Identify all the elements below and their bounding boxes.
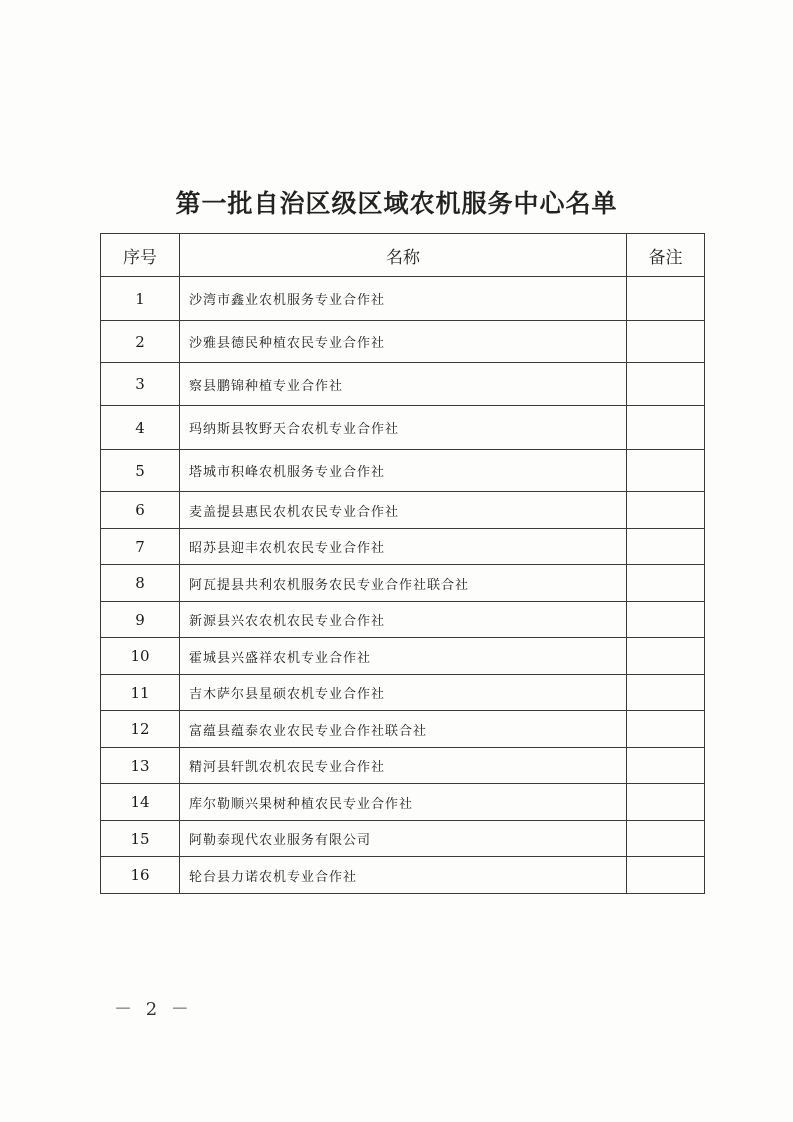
row-number: 3	[101, 363, 180, 406]
row-number: 13	[101, 748, 180, 784]
organization-name: 库尔勒顺兴果树种植农民专业合作社	[180, 784, 627, 821]
table-row	[101, 784, 705, 821]
table-row	[101, 450, 705, 492]
table-header-row	[101, 234, 705, 277]
row-remark	[627, 492, 705, 529]
row-number: 8	[101, 565, 180, 602]
row-number: 6	[101, 492, 180, 529]
row-number: 16	[101, 857, 180, 894]
organization-name: 昭苏县迎丰农机农民专业合作社	[180, 529, 627, 565]
row-number: 4	[101, 406, 180, 450]
row-remark	[627, 450, 705, 492]
row-remark	[627, 748, 705, 784]
table-row	[101, 748, 705, 784]
table-row	[101, 277, 705, 321]
table-row	[101, 675, 705, 711]
organization-name: 富蕴县蕴泰农业农民专业合作社联合社	[180, 711, 627, 748]
column-header-remarks: 备注	[627, 234, 705, 277]
row-number: 14	[101, 784, 180, 821]
row-remark	[627, 821, 705, 857]
row-remark	[627, 675, 705, 711]
table-row	[101, 638, 705, 675]
document-title: 第一批自治区级区域农机服务中心名单	[175, 189, 618, 218]
row-number: 9	[101, 602, 180, 638]
organization-name: 精河县轩凯农机农民专业合作社	[180, 748, 627, 784]
row-remark	[627, 784, 705, 821]
table-row	[101, 529, 705, 565]
row-number: 15	[101, 821, 180, 857]
table-row	[101, 857, 705, 894]
organization-name: 阿勒泰现代农业服务有限公司	[180, 821, 627, 857]
row-number: 5	[101, 450, 180, 492]
organization-name: 轮台县力诺农机专业合作社	[180, 857, 627, 894]
organization-name: 吉木萨尔县星硕农机专业合作社	[180, 675, 627, 711]
table-row	[101, 602, 705, 638]
table-row	[101, 821, 705, 857]
row-remark	[627, 406, 705, 450]
table-row	[101, 492, 705, 529]
table-row	[101, 363, 705, 406]
organization-name: 霍城县兴盛祥农机专业合作社	[180, 638, 627, 675]
organization-name: 阿瓦提县共利农机服务农民专业合作社联合社	[180, 565, 627, 602]
row-remark	[627, 638, 705, 675]
row-number: 10	[101, 638, 180, 675]
service-center-table	[100, 233, 705, 894]
row-number: 11	[101, 675, 180, 711]
row-number: 7	[101, 529, 180, 565]
organization-name: 新源县兴农农机农民专业合作社	[180, 602, 627, 638]
organization-name: 沙雅县德民种植农民专业合作社	[180, 321, 627, 363]
column-header-name: 名称	[180, 234, 627, 277]
organization-name: 察县鹏锦种植专业合作社	[180, 363, 627, 406]
organization-name: 沙湾市鑫业农机服务专业合作社	[180, 277, 627, 321]
row-remark	[627, 529, 705, 565]
row-remark	[627, 277, 705, 321]
row-remark	[627, 711, 705, 748]
row-remark	[627, 363, 705, 406]
table-row	[101, 321, 705, 363]
page-number: － 2 －	[114, 999, 193, 1020]
row-remark	[627, 321, 705, 363]
organization-name: 麦盖提县惠民农机农民专业合作社	[180, 492, 627, 529]
table-row	[101, 565, 705, 602]
row-number: 12	[101, 711, 180, 748]
row-number: 1	[101, 277, 180, 321]
row-number: 2	[101, 321, 180, 363]
table-row	[101, 406, 705, 450]
table-row	[101, 711, 705, 748]
organization-name: 玛纳斯县牧野天合农机专业合作社	[180, 406, 627, 450]
column-header-serial-number: 序号	[101, 234, 180, 277]
row-remark	[627, 565, 705, 602]
organization-name: 塔城市积峰农机服务专业合作社	[180, 450, 627, 492]
row-remark	[627, 857, 705, 894]
row-remark	[627, 602, 705, 638]
